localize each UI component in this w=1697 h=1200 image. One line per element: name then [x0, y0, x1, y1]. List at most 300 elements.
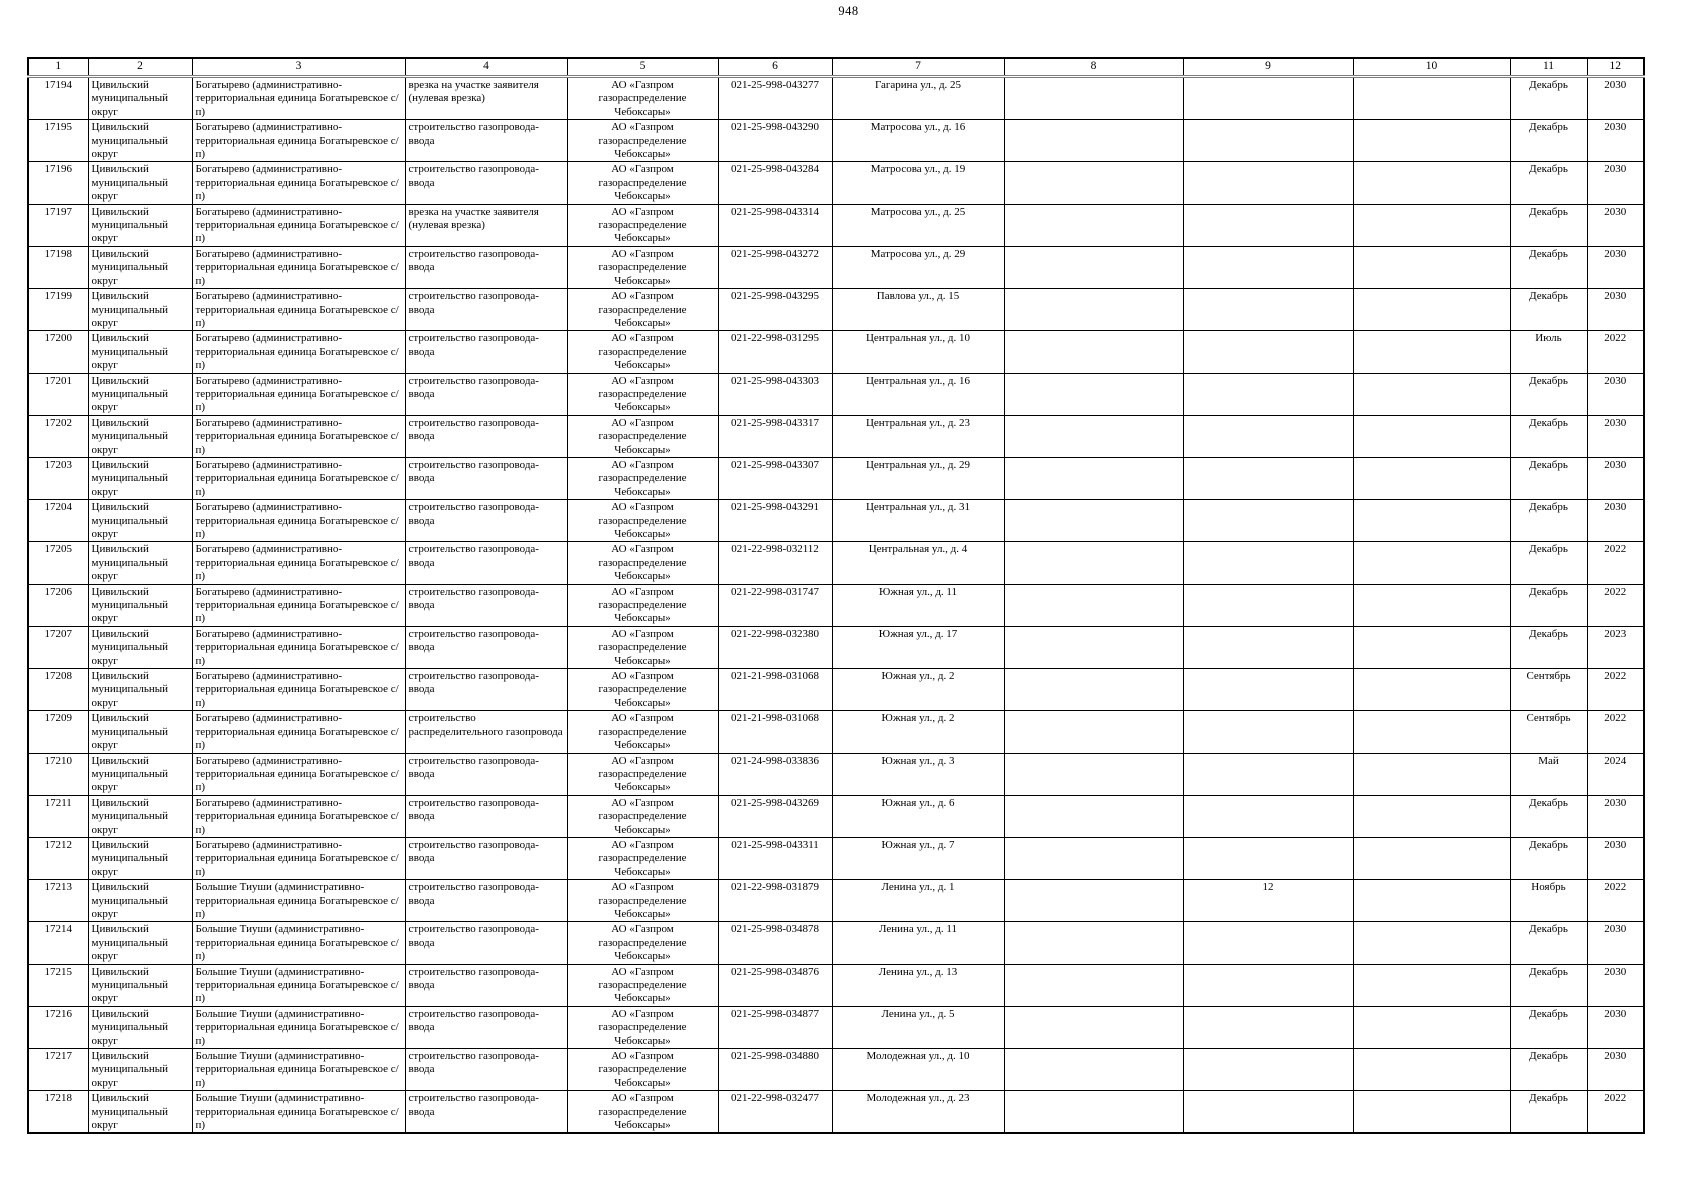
settlement-cell: Богатырево (административно-территориальная единица Богатыревское с/п)	[192, 500, 405, 542]
row-number-cell: 17207	[28, 626, 88, 668]
row-number-cell: 17208	[28, 669, 88, 711]
table-row	[28, 289, 1644, 331]
settlement-cell: Богатырево (административно-территориальная единица Богатыревское с/п)	[192, 77, 405, 120]
address-cell: Матросова ул., д. 16	[832, 120, 1004, 162]
value-cell-9	[1183, 162, 1353, 204]
empty-cell-10	[1353, 162, 1510, 204]
table-row	[28, 246, 1644, 288]
district-cell: Цивильский муниципальный округ	[88, 331, 192, 373]
address-cell: Матросова ул., д. 29	[832, 246, 1004, 288]
column-header-2: 2	[88, 58, 192, 77]
district-cell: Цивильский муниципальный округ	[88, 246, 192, 288]
month-cell: Декабрь	[1510, 964, 1587, 1006]
code-cell: 021-25-998-043311	[718, 837, 832, 879]
empty-cell-8	[1004, 964, 1183, 1006]
empty-cell-8	[1004, 415, 1183, 457]
value-cell-9	[1183, 922, 1353, 964]
settlement-cell: Богатырево (административно-территориальная единица Богатыревское с/п)	[192, 331, 405, 373]
address-cell: Молодежная ул., д. 10	[832, 1049, 1004, 1091]
settlement-cell: Богатырево (административно-территориальная единица Богатыревское с/п)	[192, 162, 405, 204]
table-body	[28, 77, 1644, 1134]
row-number-cell: 17211	[28, 795, 88, 837]
code-cell: 021-25-998-043277	[718, 77, 832, 120]
address-cell: Ленина ул., д. 5	[832, 1006, 1004, 1048]
operator-cell: АО «Газпром газораспределение Чебоксары»	[567, 246, 718, 288]
month-cell: Декабрь	[1510, 626, 1587, 668]
month-cell: Декабрь	[1510, 1049, 1587, 1091]
code-cell: 021-25-998-034876	[718, 964, 832, 1006]
address-cell: Центральная ул., д. 23	[832, 415, 1004, 457]
district-cell: Цивильский муниципальный округ	[88, 289, 192, 331]
operator-cell: АО «Газпром газораспределение Чебоксары»	[567, 542, 718, 584]
work-type-cell: строительство газопровода-ввода	[405, 922, 567, 964]
work-type-cell: строительство газопровода-ввода	[405, 837, 567, 879]
code-cell: 021-25-998-043272	[718, 246, 832, 288]
table-row	[28, 331, 1644, 373]
code-cell: 021-25-998-034880	[718, 1049, 832, 1091]
year-cell: 2030	[1587, 289, 1644, 331]
value-cell-9	[1183, 331, 1353, 373]
settlement-cell: Богатырево (административно-территориальная единица Богатыревское с/п)	[192, 837, 405, 879]
column-header-4: 4	[405, 58, 567, 77]
value-cell-9	[1183, 711, 1353, 753]
table-row	[28, 120, 1644, 162]
row-number-cell: 17199	[28, 289, 88, 331]
month-cell: Декабрь	[1510, 500, 1587, 542]
operator-cell: АО «Газпром газораспределение Чебоксары»	[567, 77, 718, 120]
year-cell: 2030	[1587, 1006, 1644, 1048]
work-type-cell: строительство газопровода-ввода	[405, 542, 567, 584]
work-type-cell: строительство газопровода-ввода	[405, 1006, 567, 1048]
code-cell: 021-24-998-033836	[718, 753, 832, 795]
row-number-cell: 17212	[28, 837, 88, 879]
empty-cell-10	[1353, 626, 1510, 668]
year-cell: 2022	[1587, 711, 1644, 753]
empty-cell-8	[1004, 542, 1183, 584]
column-header-1: 1	[28, 58, 88, 77]
value-cell-9	[1183, 584, 1353, 626]
work-type-cell: строительство распределительного газопровода	[405, 711, 567, 753]
value-cell-9	[1183, 204, 1353, 246]
operator-cell: АО «Газпром газораспределение Чебоксары»	[567, 457, 718, 499]
code-cell: 021-21-998-031068	[718, 669, 832, 711]
empty-cell-8	[1004, 837, 1183, 879]
address-cell: Южная ул., д. 11	[832, 584, 1004, 626]
empty-cell-10	[1353, 922, 1510, 964]
operator-cell: АО «Газпром газораспределение Чебоксары»	[567, 753, 718, 795]
value-cell-9	[1183, 500, 1353, 542]
empty-cell-8	[1004, 331, 1183, 373]
address-cell: Южная ул., д. 7	[832, 837, 1004, 879]
month-cell: Декабрь	[1510, 584, 1587, 626]
settlement-cell: Большие Тиуши (административно-территориальная единица Богатыревское с/п)	[192, 964, 405, 1006]
code-cell: 021-22-998-032477	[718, 1091, 832, 1134]
empty-cell-8	[1004, 922, 1183, 964]
operator-cell: АО «Газпром газораспределение Чебоксары»	[567, 964, 718, 1006]
district-cell: Цивильский муниципальный округ	[88, 922, 192, 964]
month-cell: Декабрь	[1510, 204, 1587, 246]
code-cell: 021-25-998-043290	[718, 120, 832, 162]
row-number-cell: 17218	[28, 1091, 88, 1134]
row-number-cell: 17205	[28, 542, 88, 584]
row-number-cell: 17198	[28, 246, 88, 288]
value-cell-9	[1183, 753, 1353, 795]
code-cell: 021-21-998-031068	[718, 711, 832, 753]
settlement-cell: Богатырево (административно-территориальная единица Богатыревское с/п)	[192, 753, 405, 795]
month-cell: Декабрь	[1510, 922, 1587, 964]
address-cell: Центральная ул., д. 4	[832, 542, 1004, 584]
district-cell: Цивильский муниципальный округ	[88, 626, 192, 668]
year-cell: 2030	[1587, 837, 1644, 879]
year-cell: 2022	[1587, 331, 1644, 373]
month-cell: Декабрь	[1510, 837, 1587, 879]
table-row	[28, 753, 1644, 795]
settlement-cell: Богатырево (административно-территориальная единица Богатыревское с/п)	[192, 626, 405, 668]
settlement-cell: Большие Тиуши (административно-территориальная единица Богатыревское с/п)	[192, 922, 405, 964]
district-cell: Цивильский муниципальный округ	[88, 457, 192, 499]
operator-cell: АО «Газпром газораспределение Чебоксары»	[567, 837, 718, 879]
column-header-8: 8	[1004, 58, 1183, 77]
district-cell: Цивильский муниципальный округ	[88, 711, 192, 753]
year-cell: 2030	[1587, 795, 1644, 837]
operator-cell: АО «Газпром газораспределение Чебоксары»	[567, 584, 718, 626]
empty-cell-8	[1004, 457, 1183, 499]
address-cell: Южная ул., д. 3	[832, 753, 1004, 795]
settlement-cell: Большие Тиуши (административно-территориальная единица Богатыревское с/п)	[192, 1006, 405, 1048]
table-row	[28, 922, 1644, 964]
table-row	[28, 542, 1644, 584]
operator-cell: АО «Газпром газораспределение Чебоксары»	[567, 373, 718, 415]
table-row	[28, 457, 1644, 499]
month-cell: Май	[1510, 753, 1587, 795]
empty-cell-10	[1353, 795, 1510, 837]
operator-cell: АО «Газпром газораспределение Чебоксары»	[567, 711, 718, 753]
value-cell-9	[1183, 1091, 1353, 1134]
work-type-cell: строительство газопровода-ввода	[405, 415, 567, 457]
row-number-cell: 17214	[28, 922, 88, 964]
empty-cell-10	[1353, 837, 1510, 879]
empty-cell-10	[1353, 542, 1510, 584]
settlement-cell: Богатырево (административно-территориальная единица Богатыревское с/п)	[192, 795, 405, 837]
year-cell: 2030	[1587, 77, 1644, 120]
district-cell: Цивильский муниципальный округ	[88, 669, 192, 711]
district-cell: Цивильский муниципальный округ	[88, 162, 192, 204]
empty-cell-8	[1004, 711, 1183, 753]
empty-cell-10	[1353, 373, 1510, 415]
work-type-cell: строительство газопровода-ввода	[405, 1091, 567, 1134]
work-type-cell: строительство газопровода-ввода	[405, 162, 567, 204]
table-row	[28, 1091, 1644, 1134]
operator-cell: АО «Газпром газораспределение Чебоксары»	[567, 120, 718, 162]
year-cell: 2030	[1587, 373, 1644, 415]
address-cell: Ленина ул., д. 13	[832, 964, 1004, 1006]
address-cell: Южная ул., д. 2	[832, 711, 1004, 753]
month-cell: Декабрь	[1510, 1006, 1587, 1048]
value-cell-9	[1183, 77, 1353, 120]
year-cell: 2023	[1587, 626, 1644, 668]
row-number-cell: 17213	[28, 880, 88, 922]
empty-cell-10	[1353, 1091, 1510, 1134]
month-cell: Декабрь	[1510, 795, 1587, 837]
settlement-cell: Большие Тиуши (административно-территориальная единица Богатыревское с/п)	[192, 1049, 405, 1091]
value-cell-9	[1183, 1006, 1353, 1048]
work-type-cell: строительство газопровода-ввода	[405, 500, 567, 542]
column-header-12: 12	[1587, 58, 1644, 77]
code-cell: 021-22-998-031295	[718, 331, 832, 373]
address-cell: Центральная ул., д. 29	[832, 457, 1004, 499]
empty-cell-8	[1004, 77, 1183, 120]
value-cell-9	[1183, 964, 1353, 1006]
empty-cell-10	[1353, 711, 1510, 753]
district-cell: Цивильский муниципальный округ	[88, 880, 192, 922]
address-cell: Центральная ул., д. 10	[832, 331, 1004, 373]
value-cell-9	[1183, 837, 1353, 879]
year-cell: 2030	[1587, 204, 1644, 246]
work-type-cell: строительство газопровода-ввода	[405, 584, 567, 626]
code-cell: 021-22-998-031879	[718, 880, 832, 922]
year-cell: 2030	[1587, 457, 1644, 499]
table-header	[28, 58, 1644, 77]
empty-cell-8	[1004, 289, 1183, 331]
value-cell-9	[1183, 542, 1353, 584]
table-row	[28, 204, 1644, 246]
operator-cell: АО «Газпром газораспределение Чебоксары»	[567, 1091, 718, 1134]
row-number-cell: 17206	[28, 584, 88, 626]
settlement-cell: Богатырево (административно-территориальная единица Богатыревское с/п)	[192, 542, 405, 584]
column-header-3: 3	[192, 58, 405, 77]
district-cell: Цивильский муниципальный округ	[88, 964, 192, 1006]
year-cell: 2030	[1587, 120, 1644, 162]
empty-cell-10	[1353, 457, 1510, 499]
empty-cell-10	[1353, 669, 1510, 711]
month-cell: Декабрь	[1510, 162, 1587, 204]
header-row	[28, 58, 1644, 77]
code-cell: 021-22-998-032380	[718, 626, 832, 668]
page-number: 948	[838, 4, 859, 18]
row-number-cell: 17203	[28, 457, 88, 499]
work-type-cell: строительство газопровода-ввода	[405, 795, 567, 837]
operator-cell: АО «Газпром газораспределение Чебоксары»	[567, 289, 718, 331]
work-type-cell: строительство газопровода-ввода	[405, 457, 567, 499]
row-number-cell: 17202	[28, 415, 88, 457]
empty-cell-10	[1353, 1006, 1510, 1048]
empty-cell-8	[1004, 626, 1183, 668]
operator-cell: АО «Газпром газораспределение Чебоксары»	[567, 1049, 718, 1091]
empty-cell-8	[1004, 1049, 1183, 1091]
month-cell: Сентябрь	[1510, 711, 1587, 753]
empty-cell-10	[1353, 289, 1510, 331]
value-cell-9	[1183, 246, 1353, 288]
district-cell: Цивильский муниципальный округ	[88, 500, 192, 542]
column-header-9: 9	[1183, 58, 1353, 77]
district-cell: Цивильский муниципальный округ	[88, 1091, 192, 1134]
district-cell: Цивильский муниципальный округ	[88, 753, 192, 795]
settlement-cell: Богатырево (административно-территориальная единица Богатыревское с/п)	[192, 246, 405, 288]
value-cell-9	[1183, 120, 1353, 162]
month-cell: Декабрь	[1510, 77, 1587, 120]
value-cell-9	[1183, 669, 1353, 711]
district-cell: Цивильский муниципальный округ	[88, 795, 192, 837]
work-type-cell: строительство газопровода-ввода	[405, 753, 567, 795]
gasification-registry-table	[27, 57, 1645, 1134]
year-cell: 2022	[1587, 542, 1644, 584]
district-cell: Цивильский муниципальный округ	[88, 415, 192, 457]
address-cell: Южная ул., д. 2	[832, 669, 1004, 711]
table-row	[28, 1049, 1644, 1091]
empty-cell-8	[1004, 373, 1183, 415]
code-cell: 021-25-998-043314	[718, 204, 832, 246]
empty-cell-10	[1353, 880, 1510, 922]
year-cell: 2022	[1587, 669, 1644, 711]
row-number-cell: 17196	[28, 162, 88, 204]
value-cell-9	[1183, 415, 1353, 457]
work-type-cell: строительство газопровода-ввода	[405, 964, 567, 1006]
year-cell: 2030	[1587, 500, 1644, 542]
empty-cell-10	[1353, 415, 1510, 457]
empty-cell-8	[1004, 1091, 1183, 1134]
month-cell: Декабрь	[1510, 415, 1587, 457]
table-row	[28, 77, 1644, 120]
table-row	[28, 711, 1644, 753]
year-cell: 2022	[1587, 1091, 1644, 1134]
value-cell-9	[1183, 289, 1353, 331]
operator-cell: АО «Газпром газораспределение Чебоксары»	[567, 669, 718, 711]
value-cell-9	[1183, 1049, 1353, 1091]
row-number-cell: 17195	[28, 120, 88, 162]
table-row	[28, 500, 1644, 542]
address-cell: Гагарина ул., д. 25	[832, 77, 1004, 120]
address-cell: Южная ул., д. 17	[832, 626, 1004, 668]
table-row	[28, 415, 1644, 457]
empty-cell-8	[1004, 584, 1183, 626]
empty-cell-10	[1353, 331, 1510, 373]
empty-cell-10	[1353, 584, 1510, 626]
row-number-cell: 17204	[28, 500, 88, 542]
address-cell: Матросова ул., д. 19	[832, 162, 1004, 204]
operator-cell: АО «Газпром газораспределение Чебоксары»	[567, 331, 718, 373]
code-cell: 021-25-998-043269	[718, 795, 832, 837]
code-cell: 021-22-998-031747	[718, 584, 832, 626]
settlement-cell: Богатырево (административно-территориальная единица Богатыревское с/п)	[192, 584, 405, 626]
settlement-cell: Богатырево (административно-территориальная единица Богатыревское с/п)	[192, 669, 405, 711]
work-type-cell: строительство газопровода-ввода	[405, 120, 567, 162]
table-row	[28, 584, 1644, 626]
table-row	[28, 880, 1644, 922]
year-cell: 2022	[1587, 584, 1644, 626]
empty-cell-10	[1353, 204, 1510, 246]
table-row	[28, 162, 1644, 204]
settlement-cell: Богатырево (административно-территориальная единица Богатыревское с/п)	[192, 457, 405, 499]
year-cell: 2024	[1587, 753, 1644, 795]
table-row	[28, 837, 1644, 879]
column-header-11: 11	[1510, 58, 1587, 77]
column-header-7: 7	[832, 58, 1004, 77]
table-row	[28, 373, 1644, 415]
month-cell: Сентябрь	[1510, 669, 1587, 711]
operator-cell: АО «Газпром газораспределение Чебоксары»	[567, 500, 718, 542]
year-cell: 2030	[1587, 922, 1644, 964]
work-type-cell: строительство газопровода-ввода	[405, 373, 567, 415]
value-cell-9	[1183, 626, 1353, 668]
empty-cell-8	[1004, 795, 1183, 837]
empty-cell-8	[1004, 246, 1183, 288]
empty-cell-10	[1353, 246, 1510, 288]
value-cell-9	[1183, 373, 1353, 415]
settlement-cell: Богатырево (административно-территориальная единица Богатыревское с/п)	[192, 373, 405, 415]
row-number-cell: 17216	[28, 1006, 88, 1048]
operator-cell: АО «Газпром газораспределение Чебоксары»	[567, 626, 718, 668]
row-number-cell: 17215	[28, 964, 88, 1006]
row-number-cell: 17201	[28, 373, 88, 415]
code-cell: 021-25-998-034878	[718, 922, 832, 964]
year-cell: 2030	[1587, 415, 1644, 457]
table-row	[28, 626, 1644, 668]
operator-cell: АО «Газпром газораспределение Чебоксары»	[567, 415, 718, 457]
empty-cell-8	[1004, 1006, 1183, 1048]
row-number-cell: 17217	[28, 1049, 88, 1091]
table-row	[28, 669, 1644, 711]
district-cell: Цивильский муниципальный округ	[88, 77, 192, 120]
settlement-cell: Большие Тиуши (административно-территориальная единица Богатыревское с/п)	[192, 1091, 405, 1134]
work-type-cell: строительство газопровода-ввода	[405, 246, 567, 288]
settlement-cell: Богатырево (административно-территориальная единица Богатыревское с/п)	[192, 415, 405, 457]
month-cell: Декабрь	[1510, 246, 1587, 288]
row-number-cell: 17194	[28, 77, 88, 120]
value-cell-9	[1183, 457, 1353, 499]
empty-cell-8	[1004, 753, 1183, 795]
month-cell: Декабрь	[1510, 542, 1587, 584]
empty-cell-8	[1004, 669, 1183, 711]
table-row	[28, 964, 1644, 1006]
settlement-cell: Богатырево (административно-территориальная единица Богатыревское с/п)	[192, 711, 405, 753]
year-cell: 2030	[1587, 1049, 1644, 1091]
month-cell: Июль	[1510, 331, 1587, 373]
month-cell: Декабрь	[1510, 1091, 1587, 1134]
empty-cell-10	[1353, 753, 1510, 795]
year-cell: 2030	[1587, 246, 1644, 288]
work-type-cell: строительство газопровода-ввода	[405, 626, 567, 668]
operator-cell: АО «Газпром газораспределение Чебоксары»	[567, 162, 718, 204]
empty-cell-8	[1004, 162, 1183, 204]
month-cell: Декабрь	[1510, 457, 1587, 499]
value-cell-9	[1183, 795, 1353, 837]
empty-cell-8	[1004, 204, 1183, 246]
month-cell: Декабрь	[1510, 289, 1587, 331]
code-cell: 021-25-998-043303	[718, 373, 832, 415]
code-cell: 021-25-998-043317	[718, 415, 832, 457]
year-cell: 2022	[1587, 880, 1644, 922]
settlement-cell: Большие Тиуши (административно-территориальная единица Богатыревское с/п)	[192, 880, 405, 922]
row-number-cell: 17200	[28, 331, 88, 373]
work-type-cell: врезка на участке заявителя (нулевая врезка)	[405, 204, 567, 246]
empty-cell-10	[1353, 120, 1510, 162]
operator-cell: АО «Газпром газораспределение Чебоксары»	[567, 795, 718, 837]
address-cell: Молодежная ул., д. 23	[832, 1091, 1004, 1134]
table-row	[28, 1006, 1644, 1048]
settlement-cell: Богатырево (административно-территориальная единица Богатыревское с/п)	[192, 289, 405, 331]
code-cell: 021-25-998-043291	[718, 500, 832, 542]
address-cell: Ленина ул., д. 1	[832, 880, 1004, 922]
district-cell: Цивильский муниципальный округ	[88, 373, 192, 415]
district-cell: Цивильский муниципальный округ	[88, 204, 192, 246]
code-cell: 021-22-998-032112	[718, 542, 832, 584]
district-cell: Цивильский муниципальный округ	[88, 837, 192, 879]
settlement-cell: Богатырево (административно-территориальная единица Богатыревское с/п)	[192, 120, 405, 162]
month-cell: Декабрь	[1510, 120, 1587, 162]
work-type-cell: врезка на участке заявителя (нулевая врезка)	[405, 77, 567, 120]
district-cell: Цивильский муниципальный округ	[88, 120, 192, 162]
empty-cell-10	[1353, 964, 1510, 1006]
